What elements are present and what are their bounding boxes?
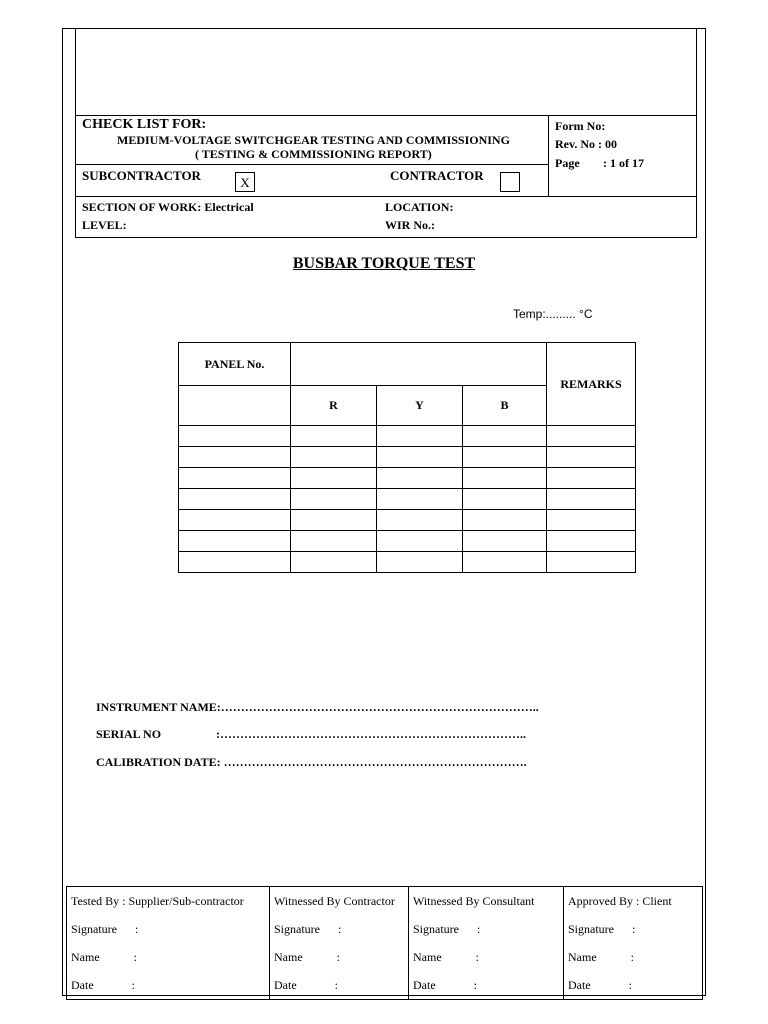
date-label: Date [413, 977, 436, 992]
date-cell[interactable] [564, 971, 703, 1000]
signature-cell[interactable] [564, 915, 703, 943]
phase-y-header: Y [377, 386, 463, 426]
table-cell[interactable] [463, 531, 547, 552]
table-cell[interactable] [547, 426, 636, 447]
remarks-header: REMARKS [547, 343, 636, 426]
header-divider [75, 115, 697, 116]
table-cell[interactable] [179, 552, 291, 573]
name-label: Name [274, 949, 303, 964]
approved-by-title: Approved By : Client [564, 887, 703, 916]
table-cell[interactable] [291, 531, 377, 552]
table-cell[interactable] [179, 468, 291, 489]
table-row [179, 426, 636, 447]
serial-no-field: :………………………………………………………………….. [216, 727, 526, 741]
table-cell[interactable] [377, 468, 463, 489]
table-cell[interactable] [463, 489, 547, 510]
table-cell[interactable] [377, 552, 463, 573]
witnessed-consultant-title: Witnessed By Consultant [409, 887, 564, 916]
table-cell[interactable] [547, 447, 636, 468]
colon: : [334, 977, 338, 992]
table-row [67, 943, 703, 971]
subcontractor-label: SUBCONTRACTOR [82, 168, 201, 183]
table-cell[interactable] [291, 552, 377, 573]
signature-table [66, 886, 703, 1000]
colon: : [632, 921, 636, 936]
instrument-name-field: INSTRUMENT NAME:…………………………………………………………………….. [96, 700, 539, 714]
panel-no-subheader [179, 386, 291, 426]
table-cell[interactable] [179, 510, 291, 531]
table-cell[interactable] [179, 531, 291, 552]
table-cell[interactable] [547, 510, 636, 531]
checklist-for-label: CHECK LIST FOR: [82, 117, 207, 132]
temperature-field: Temp:......... °C [513, 307, 593, 321]
colon: : [473, 977, 477, 992]
table-cell[interactable] [463, 447, 547, 468]
table-cell[interactable] [377, 531, 463, 552]
signature-cell[interactable] [67, 915, 270, 943]
contractor-label: CONTRACTOR [390, 168, 484, 183]
table-cell[interactable] [463, 468, 547, 489]
signature-label: Signature [274, 921, 320, 936]
colon: : [338, 921, 342, 936]
page-value: : 1 of 17 [603, 156, 644, 170]
contractor-checkbox[interactable] [500, 172, 520, 192]
subcontractor-checkbox[interactable]: X [235, 172, 255, 192]
table-row [179, 489, 636, 510]
name-cell[interactable] [270, 943, 409, 971]
table-cell[interactable] [547, 489, 636, 510]
date-label: Date [568, 977, 591, 992]
colon: : [133, 949, 137, 964]
table-cell[interactable] [291, 447, 377, 468]
page-label: Page [555, 156, 580, 170]
table-cell[interactable] [291, 426, 377, 447]
name-label: Name [71, 949, 100, 964]
header-divider [75, 164, 548, 165]
signature-cell[interactable] [270, 915, 409, 943]
section-of-work: SECTION OF WORK: Electrical [82, 200, 254, 214]
table-cell[interactable] [377, 447, 463, 468]
header-divider [75, 196, 697, 197]
colon: : [475, 949, 479, 964]
name-cell[interactable] [67, 943, 270, 971]
table-cell[interactable] [291, 510, 377, 531]
tested-by-title: Tested By : Supplier/Sub-contractor [67, 887, 270, 916]
phase-r-header: R [291, 386, 377, 426]
signature-label: Signature [413, 921, 459, 936]
table-cell[interactable] [377, 426, 463, 447]
serial-no-label: SERIAL NO [96, 727, 162, 741]
checklist-subtitle-2: ( TESTING & COMMISSIONING REPORT) [195, 147, 432, 161]
witnessed-contractor-title: Witnessed By Contractor [270, 887, 409, 916]
date-cell[interactable] [409, 971, 564, 1000]
colon: : [131, 977, 135, 992]
name-label: Name [413, 949, 442, 964]
name-label: Name [568, 949, 597, 964]
wir-no-label: WIR No.: [385, 218, 435, 232]
colon: : [628, 977, 632, 992]
table-row [179, 468, 636, 489]
date-cell[interactable] [67, 971, 270, 1000]
table-row [179, 531, 636, 552]
signature-cell[interactable] [409, 915, 564, 943]
table-cell[interactable] [463, 552, 547, 573]
checklist-subtitle: MEDIUM-VOLTAGE SWITCHGEAR TESTING AND COMMISSIONING [117, 133, 510, 147]
colon: : [630, 949, 634, 964]
table-row [67, 915, 703, 943]
table-row [179, 447, 636, 468]
rev-no: Rev. No : 00 [555, 137, 617, 151]
date-label: Date [274, 977, 297, 992]
table-cell[interactable] [179, 447, 291, 468]
panel-no-header: PANEL No. [179, 343, 291, 386]
header-divider [548, 115, 549, 196]
signature-label: Signature [568, 921, 614, 936]
table-cell[interactable] [377, 510, 463, 531]
date-label: Date [71, 977, 94, 992]
table-cell[interactable] [291, 468, 377, 489]
colon: : [477, 921, 481, 936]
torque-table [178, 342, 636, 573]
table-cell[interactable] [463, 510, 547, 531]
table-cell[interactable] [547, 468, 636, 489]
table-cell[interactable] [179, 426, 291, 447]
table-cell[interactable] [463, 426, 547, 447]
table-row [67, 887, 703, 916]
form-no: Form No: [555, 119, 606, 133]
level-label: LEVEL: [82, 218, 127, 232]
table-cell[interactable] [547, 531, 636, 552]
location-label: LOCATION: [385, 200, 454, 214]
table-cell[interactable] [547, 552, 636, 573]
name-cell[interactable] [409, 943, 564, 971]
name-cell[interactable] [564, 943, 703, 971]
phase-group-header [291, 343, 547, 386]
colon: : [336, 949, 340, 964]
date-cell[interactable] [270, 971, 409, 1000]
table-row [179, 510, 636, 531]
table-cell[interactable] [291, 489, 377, 510]
table-row [67, 971, 703, 1000]
phase-b-header: B [463, 386, 547, 426]
table-row [179, 552, 636, 573]
table-cell[interactable] [377, 489, 463, 510]
colon: : [135, 921, 139, 936]
calibration-date-field: CALIBRATION DATE: …………………………………………………………………. [96, 755, 527, 769]
page-title: BUSBAR TORQUE TEST [292, 255, 476, 272]
signature-label: Signature [71, 921, 117, 936]
table-cell[interactable] [179, 489, 291, 510]
